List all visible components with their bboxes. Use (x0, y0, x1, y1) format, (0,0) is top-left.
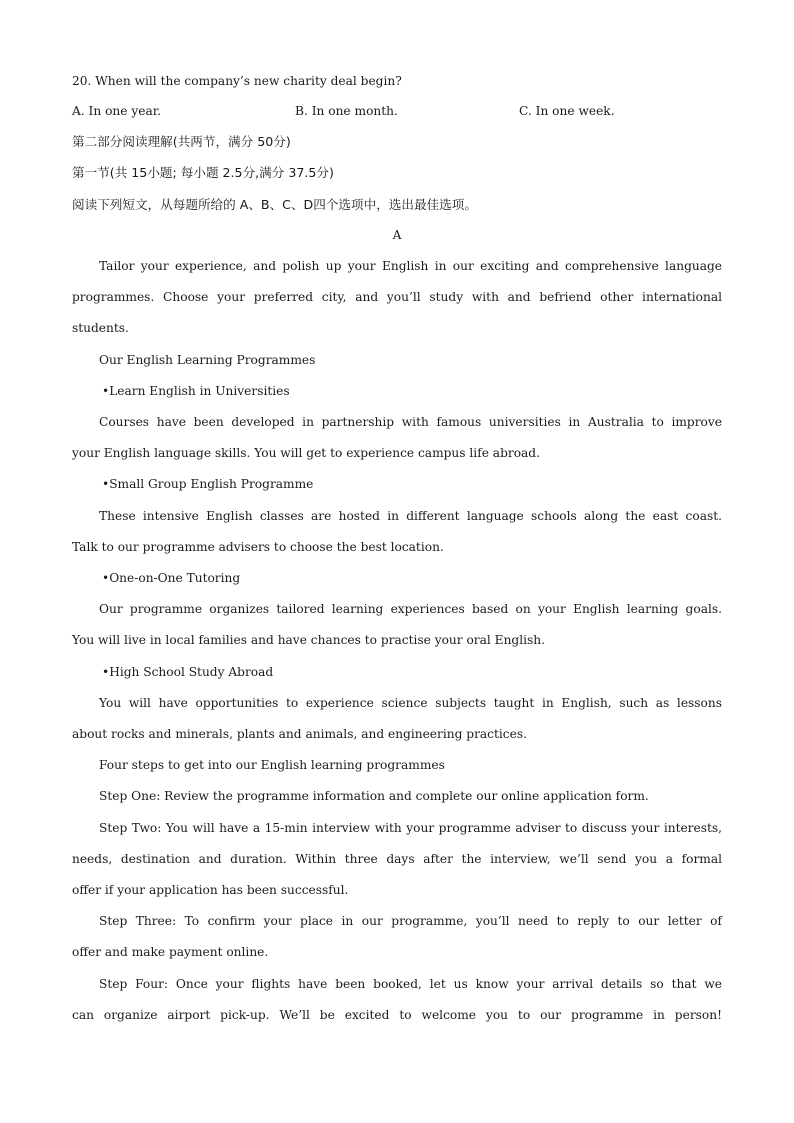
question-20-stem: 20. When will the company’s new charity deal begin? (72, 74, 402, 88)
programme-line: Talk to our programme advisers to choose the best location. (72, 539, 444, 554)
programme-line: These intensive English classes are hosted in different language schools along the east coast. (99, 508, 722, 523)
question-20-options (72, 97, 722, 126)
step-line: Step Three: To confirm your place in our programme, you’ll need to reply to our letter of (99, 914, 722, 929)
programme-line: You will live in local families and have chances to practise your oral English. (72, 633, 545, 648)
programme-title: •One-on-One Tutoring (102, 571, 241, 586)
steps-heading: Four steps to get into our English learning programmes (99, 758, 445, 773)
programme-title: •Small Group English Programme (102, 477, 314, 492)
part-title: 第二部分阅读理解(共两节，满分 50分) (72, 134, 291, 150)
intro-line: Tailor your experience, and polish up your English in our exciting and comprehensive language (99, 259, 722, 274)
option-a: A. In one year. (72, 104, 162, 119)
passage-label: A (392, 227, 402, 242)
programmes-heading: Our English Learning Programmes (99, 352, 316, 367)
step-line: offer if your application has been successful. (72, 883, 349, 898)
step-line: Step One: Review the programme information and complete our online application form. (99, 789, 649, 804)
subsection-title: 第一节(共 15小题; 每小题 2.5分,满分 37.5分) (72, 165, 334, 181)
reading-instruction: 阅读下列短文，从每题所给的 A、B、C、D四个选项中，选出最佳选项。 (72, 196, 477, 212)
option-b: B. In one month. (295, 104, 398, 119)
intro-line: students. (72, 321, 129, 336)
step-line: needs, destination and duration. Within three days after the interview, we’ll send you a formal (72, 851, 722, 866)
step-line: Step Two: You will have a 15-min interview with your programme adviser to discuss your interests, (99, 820, 722, 835)
step-line: Step Four: Once your flights have been booked, let us know your arrival details so that we (99, 976, 722, 991)
programme-line: your English language skills. You will get to experience campus life abroad. (72, 446, 540, 461)
step-line: offer and make payment online. (72, 945, 269, 960)
programme-line: about rocks and minerals, plants and animals, and engineering practices. (72, 727, 527, 742)
option-c: C. In one week. (519, 104, 615, 119)
programme-line: Courses have been developed in partnership with famous universities in Australia to improve (99, 415, 722, 430)
programme-title: •High School Study Abroad (102, 664, 274, 679)
programme-title: •Learn English in Universities (102, 383, 290, 398)
intro-line: programmes. Choose your preferred city, and you’ll study with and befriend other international (72, 290, 722, 305)
programme-line: You will have opportunities to experience science subjects taught in English, such as lessons (99, 695, 722, 710)
document-page (72, 66, 722, 1031)
step-line: can organize airport pick-up. We’ll be excited to welcome you to our programme in person! (72, 1007, 722, 1022)
programme-line: Our programme organizes tailored learning experiences based on your English learning goals. (99, 602, 722, 617)
